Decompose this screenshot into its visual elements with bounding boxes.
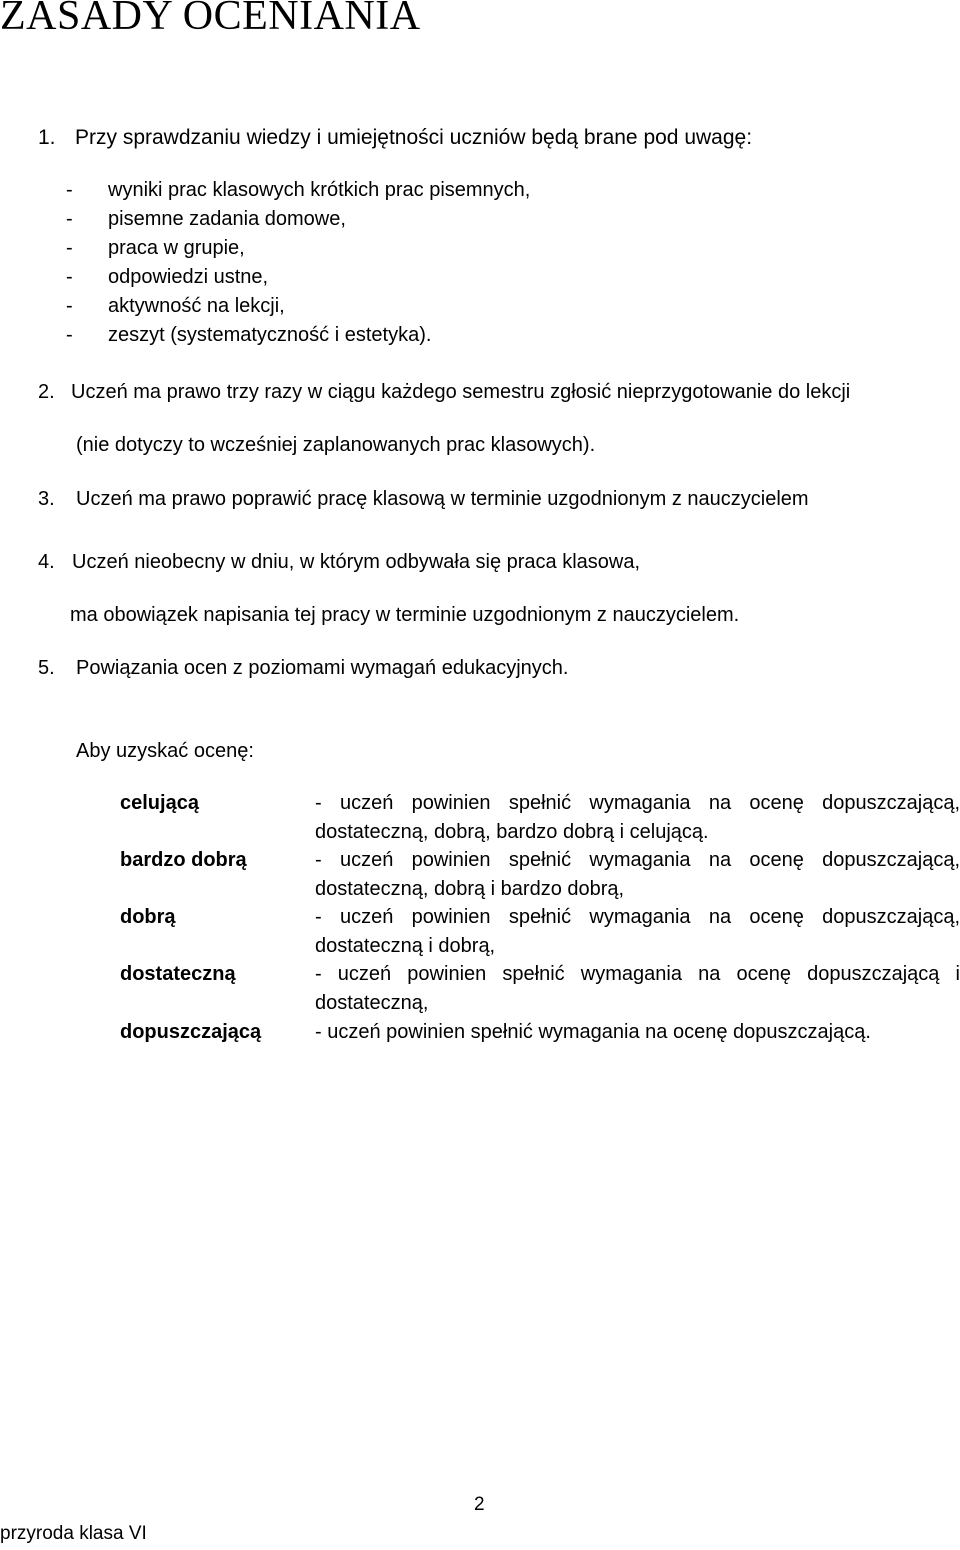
point-2 [38,378,850,406]
grade-name: dostateczną [120,963,236,985]
point-4-continuation: ma obowiązek napisania tej pracy w terminie uzgodnionym z nauczycielem. [70,604,740,626]
point-1-number: 1. [38,126,56,149]
grade-name: dopuszczającą [120,1021,262,1043]
criteria-list [66,176,530,350]
list-item: - praca w grupie, [66,237,245,259]
list-item: - odpowiedzi ustne, [66,266,269,288]
point-4-number: 4. [38,551,55,573]
grade-description: - uczeń powinien spełnić wymagania na ocenę dopuszczającą. [315,1021,871,1043]
point-1 [38,124,752,152]
list-item: - zeszyt (systematyczność i estetyka). [66,324,432,346]
list-item: - pisemne zadania domowe, [66,208,346,230]
point-3 [38,485,809,513]
page-number: 2 [474,1494,485,1515]
point-4-text: Uczeń nieobecny w dniu, w którym odbywała się praca klasowa, [72,551,641,573]
grade-name: bardzo dobrą [120,849,247,871]
point-2-continuation: (nie dotyczy to wcześniej zaplanowanych prac klasowych). [76,434,596,456]
point-4 [38,548,640,576]
grade-description: - uczeń powinien spełnić wymagania na ocenę dopuszczającą, dostateczną, dobrą, bardzo dobrą i celującą. [315,792,960,843]
grade-description: - uczeń powinien spełnić wymagania na ocenę dopuszczającą, dostateczną i dobrą, [315,906,960,957]
grades-intro: Aby uzyskać ocenę: [76,740,254,762]
point-2-text: Uczeń ma prawo trzy razy w ciągu każdego semestru zgłosić nieprzygotowanie do lekcji [71,381,851,403]
point-5-text: Powiązania ocen z poziomami wymagań edukacyjnych. [76,657,569,679]
point-5-number: 5. [38,657,55,679]
grade-description: - uczeń powinien spełnić wymagania na ocenę dopuszczającą i dostateczną, [315,963,960,1014]
grade-description: - uczeń powinien spełnić wymagania na ocenę dopuszczającą, dostateczną, dobrą i bardzo dobrą, [315,849,960,900]
footer-label: przyroda klasa VI [0,1523,147,1544]
point-1-text: Przy sprawdzaniu wiedzy i umiejętności uczniów będą brane pod uwagę: [75,126,753,149]
list-item: - aktywność na lekcji, [66,295,285,317]
point-5 [38,654,568,682]
point-2-number: 2. [38,381,55,403]
point-3-text: Uczeń ma prawo poprawić pracę klasową w terminie uzgodnionym z nauczycielem [76,488,809,510]
point-3-number: 3. [38,488,55,510]
list-item: - wyniki prac klasowych krótkich prac pisemnych, [66,179,531,201]
grade-name: celującą [120,792,199,814]
page-title: ZASADY OCENIANIA [0,0,421,39]
grade-name: dobrą [120,906,176,928]
